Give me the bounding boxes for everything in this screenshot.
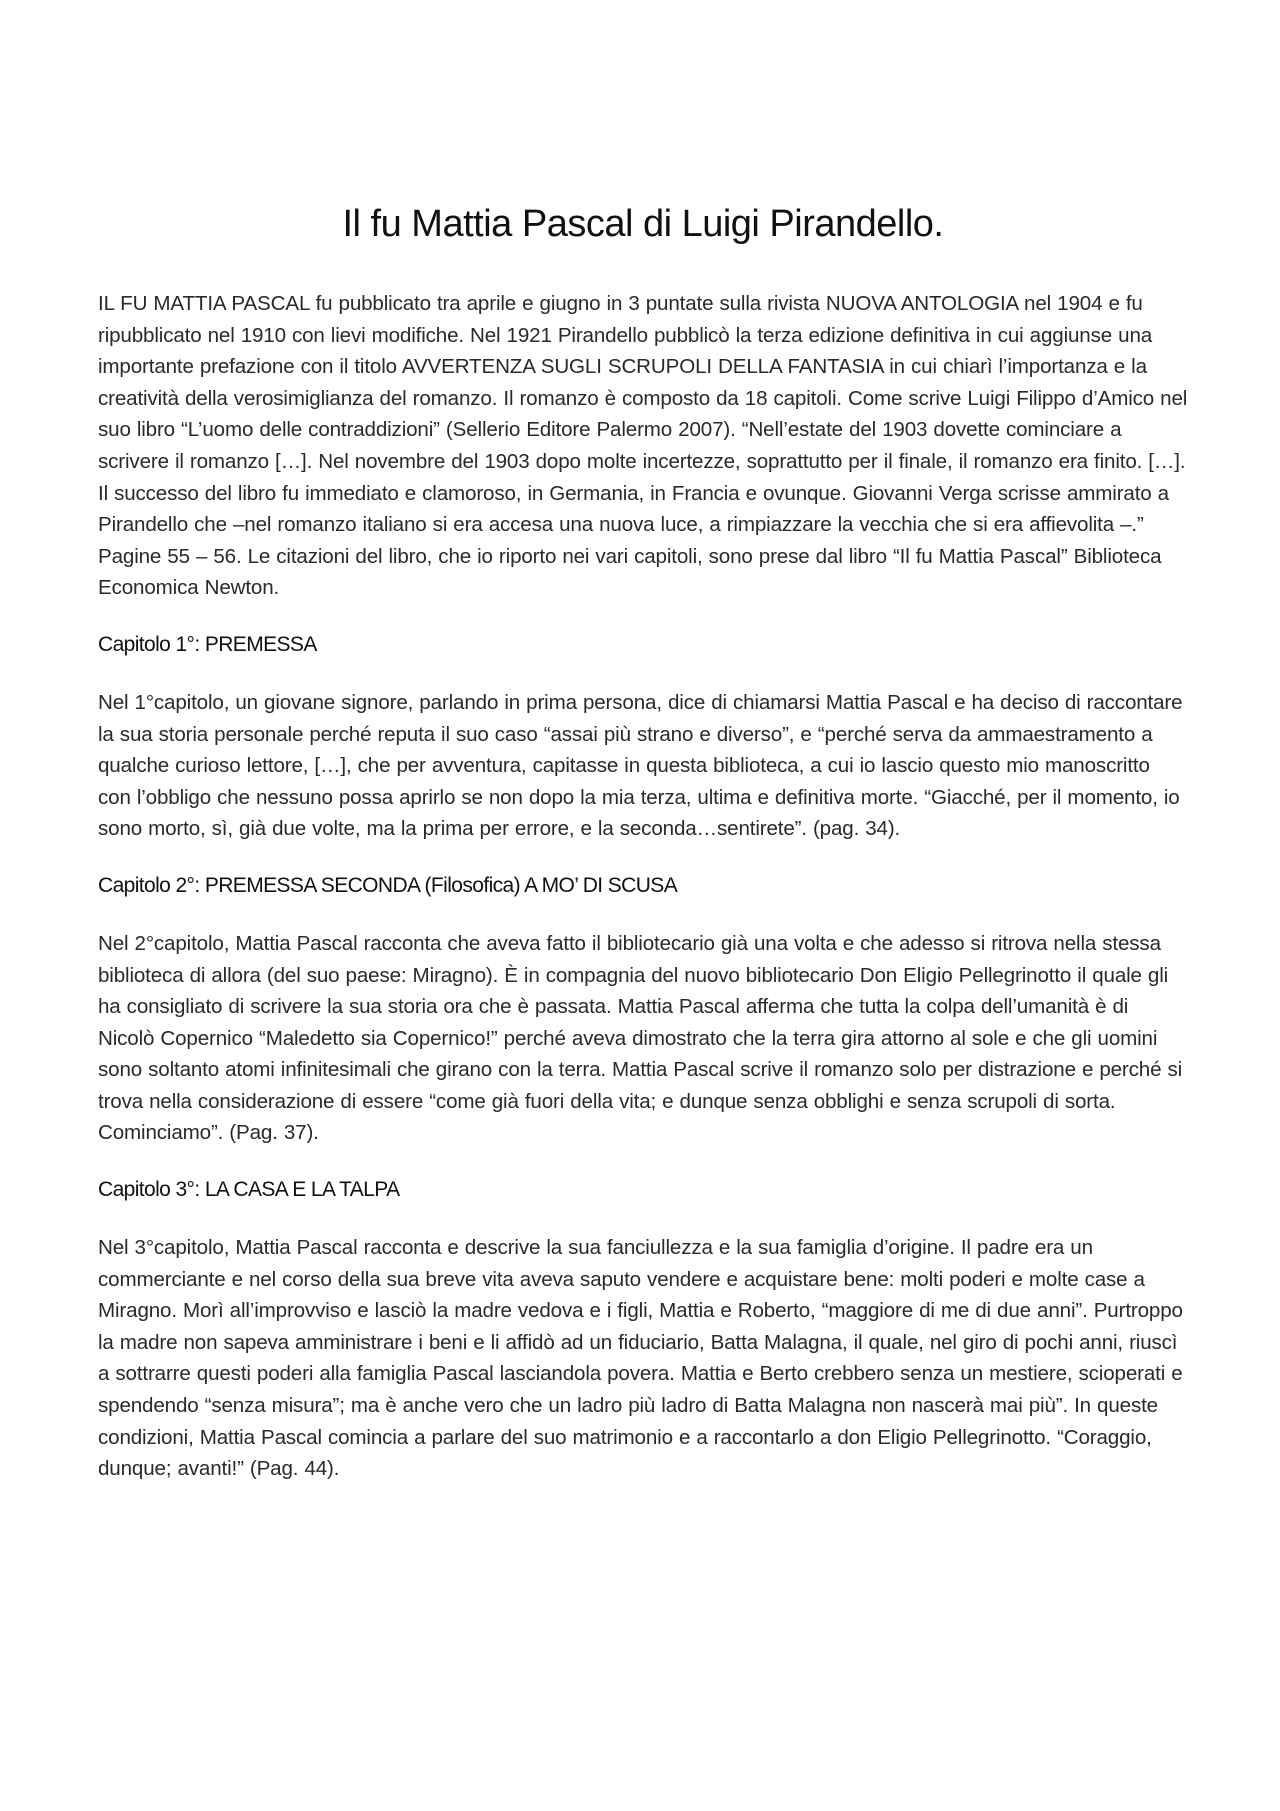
chapter-heading-2: Capitolo 2°: PREMESSA SECONDA (Filosofica) A MO’ DI SCUSA [98, 873, 678, 897]
chapter-paragraph-3: Nel 3°capitolo, Mattia Pascal racconta e descrive la sua fanciullezza e la sua famiglia d’origine. Il padre era un commerciante e nel corso della sua breve vita aveva saputo vendere e acquistare bene: molti poderi e molte case a Miragno. Morì all’improvviso e lasciò la madre vedova e i figli, Mattia e Roberto, “maggiore di me di due anni”. Purtroppo la madre non sapeva amministrare i beni e li affidò ad un fiduciario, Batta Malagna, il quale, nel giro di pochi anni, riuscì a sottrarre questi poderi alla famiglia Pascal lasciandola povera. Mattia e Berto crebbero senza un mestiere, scioperati e spendendo “senza misura”; ma è anche vero che un ladro più ladro di Batta Malagna non nascerà mai più”. In queste condizioni, Mattia Pascal comincia a parlare del suo matrimonio e a raccontarlo a don Eligio Pellegrinotto. “Coraggio, dunque; avanti!” (Pag. 44). [98, 1236, 1183, 1481]
chapter-section-1 [98, 630, 1188, 845]
document-title: Il fu Mattia Pascal di Luigi Pirandello. [342, 203, 944, 245]
intro-paragraph: IL FU MATTIA PASCAL fu pubblicato tra aprile e giugno in 3 puntate sulla rivista NUOVA ANTOLOGIA nel 1904 e fu ripubblicato nel 1910 con lievi modifiche. Nel 1921 Pirandello pubblicò la terza edizione definitiva in cui aggiunse una importante prefazione con il titolo AVVERTENZA SUGLI SCRUPOLI DELLA FANTASIA in cui chiarì l’importanza e la creatività della verosimiglianza del romanzo. Il romanzo è composto da 18 capitoli. Come scrive Luigi Filippo d’Amico nel suo libro “L’uomo delle contraddizioni” (Sellerio Editore Palermo 2007). “Nell’estate del 1903 dovette cominciare a scrivere il romanzo […]. Nel novembre del 1903 dopo molte incertezze, soprattutto per il finale, il romanzo era finito. […]. Il successo del libro fu immediato e clamoroso, in Germania, in Francia e ovunque. Giovanni Verga scrisse ammirato a Pirandello che –nel romanzo italiano si era accesa una nuova luce, a rimpiazzare la vecchia che si era affievolita –.” Pagine 55 – 56. Le citazioni del libro, che io riporto nei vari capitoli, sono prese dal libro “Il fu Mattia Pascal” Biblioteca Economica Newton. [98, 292, 1188, 600]
document-body [98, 200, 1188, 1485]
chapter-section-3 [98, 1175, 1188, 1485]
chapter-heading-1: Capitolo 1°: PREMESSA [98, 632, 317, 656]
chapter-heading-3: Capitolo 3°: LA CASA E LA TALPA [98, 1178, 400, 1202]
chapter-paragraph-1: Nel 1°capitolo, un giovane signore, parlando in prima persona, dice di chiamarsi Mattia Pascal e ha deciso di raccontare la sua storia personale perché reputa il suo caso “assai più strano e diverso”, e “perché serva da ammaestramento a qualche curioso lettore, […], che per avventura, capitasse in questa biblioteca, a cui io lascio questo mio manoscritto con l’obbligo che nessuno possa aprirlo se non dopo la mia terza, ultima e definitiva morte. “Giacché, per il momento, io sono morto, sì, già due volte, ma la prima per errore, e la seconda…sentirete”. (pag. 34). [98, 690, 1183, 841]
chapter-paragraph-2: Nel 2°capitolo, Mattia Pascal racconta che aveva fatto il bibliotecario già una volta e che adesso si ritrova nella stessa biblioteca di allora (del suo paese: Miragno). È in compagnia del nuovo bibliotecario Don Eligio Pellegrinotto il quale gli ha consigliato di scrivere la sua storia ora che è passata. Mattia Pascal afferma che tutta la colpa dell’umanità è di Nicolò Copernico “Maledetto sia Copernico!” perché aveva dimostrato che la terra gira attorno al sole e che gli uomini sono soltanto atomi infinitesimali che girano con la terra. Mattia Pascal scrive il romanzo solo per distrazione e perché si trova nella considerazione di essere “come già fuori della vita; e dunque senza obblighi e senza scrupoli di sorta. Cominciamo”. (Pag. 37). [98, 931, 1183, 1145]
chapter-section-2 [98, 871, 1188, 1149]
